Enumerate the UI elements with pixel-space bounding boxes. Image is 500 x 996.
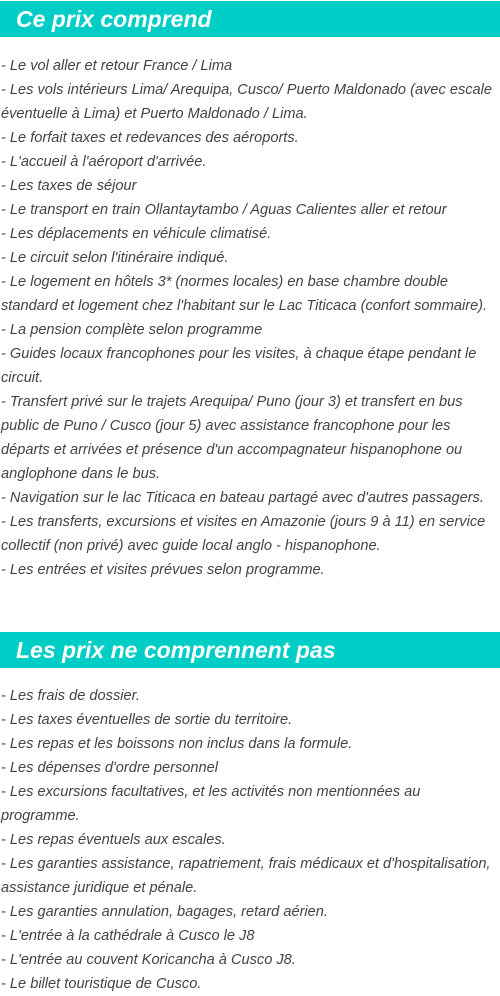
list-item: - Le vol aller et retour France / Lima: [1, 58, 233, 74]
list-item: - Les taxes de séjour: [1, 178, 137, 194]
list-item: - Les excursions facultatives, et les activités non mentionnées au programme.: [1, 784, 421, 824]
list-item: - Les déplacements en véhicule climatisé.: [1, 226, 272, 242]
list-item: - Les entrées et visites prévues selon programme.: [1, 562, 325, 578]
list-item: - L'entrée à la cathédrale à Cusco le J8: [1, 928, 255, 944]
list-item: - Les taxes éventuelles de sortie du territoire.: [1, 712, 293, 728]
list-item: - Le logement en hôtels 3* (normes locales) en base chambre double standard et logement chez l'habitant sur le Lac Titicaca (confort sommaire).: [1, 274, 488, 314]
list-item: - Les garanties annulation, bagages, retard aérien.: [1, 904, 328, 920]
list-item: - Transfert privé sur le trajets Arequipa/ Puno (jour 3) et transfert en bus public de Puno / Cusco (jour 5) avec assistance francophone pour les départs et arrivées et présence d'un accompagnateur hispanophone ou anglophone dans le bus.: [1, 394, 463, 482]
list-item: - L'accueil à l'aéroport d'arrivée.: [1, 154, 207, 170]
list-item: - L'entrée au couvent Koricancha à Cusco J8.: [1, 952, 296, 968]
list-item: - Navigation sur le lac Titicaca en bateau partagé avec d'autres passagers.: [1, 490, 484, 506]
included-items-list: [0, 54, 500, 582]
list-item: - La pension complète selon programme: [1, 322, 263, 338]
list-item: - Les garanties assistance, rapatriement, frais médicaux et d'hospitalisation, assistance juridique et pénale.: [1, 856, 491, 896]
list-item: - Les transferts, excursions et visites en Amazonie (jours 9 à 11) en service collectif (non privé) avec guide local anglo - hispanophone.: [1, 514, 486, 554]
list-item: - Le billet touristique de Cusco.: [1, 976, 202, 992]
list-item: - Les vols intérieurs Lima/ Arequipa, Cusco/ Puerto Maldonado (avec escale éventuelle à Lima) et Puerto Maldonado / Lima.: [1, 82, 493, 122]
list-item: - Le forfait taxes et redevances des aéroports.: [1, 130, 299, 146]
list-item: - Guides locaux francophones pour les visites, à chaque étape pendant le circuit.: [1, 346, 477, 386]
list-item: - Le transport en train Ollantaytambo / Aguas Calientes aller et retour: [1, 202, 447, 218]
excluded-section-title: Les prix ne comprennent pas: [0, 632, 500, 668]
list-item: - Les repas et les boissons non inclus dans la formule.: [1, 736, 353, 752]
included-section-title: Ce prix comprend: [0, 1, 500, 37]
excluded-section: [0, 632, 500, 996]
excluded-items-list: [0, 684, 500, 996]
list-item: - Les repas éventuels aux escales.: [1, 832, 226, 848]
list-item: - Les frais de dossier.: [1, 688, 140, 704]
list-item: - Les dépenses d'ordre personnel: [1, 760, 218, 776]
list-item: - Le circuit selon l'itinéraire indiqué.: [1, 250, 229, 266]
included-section: [0, 1, 500, 582]
